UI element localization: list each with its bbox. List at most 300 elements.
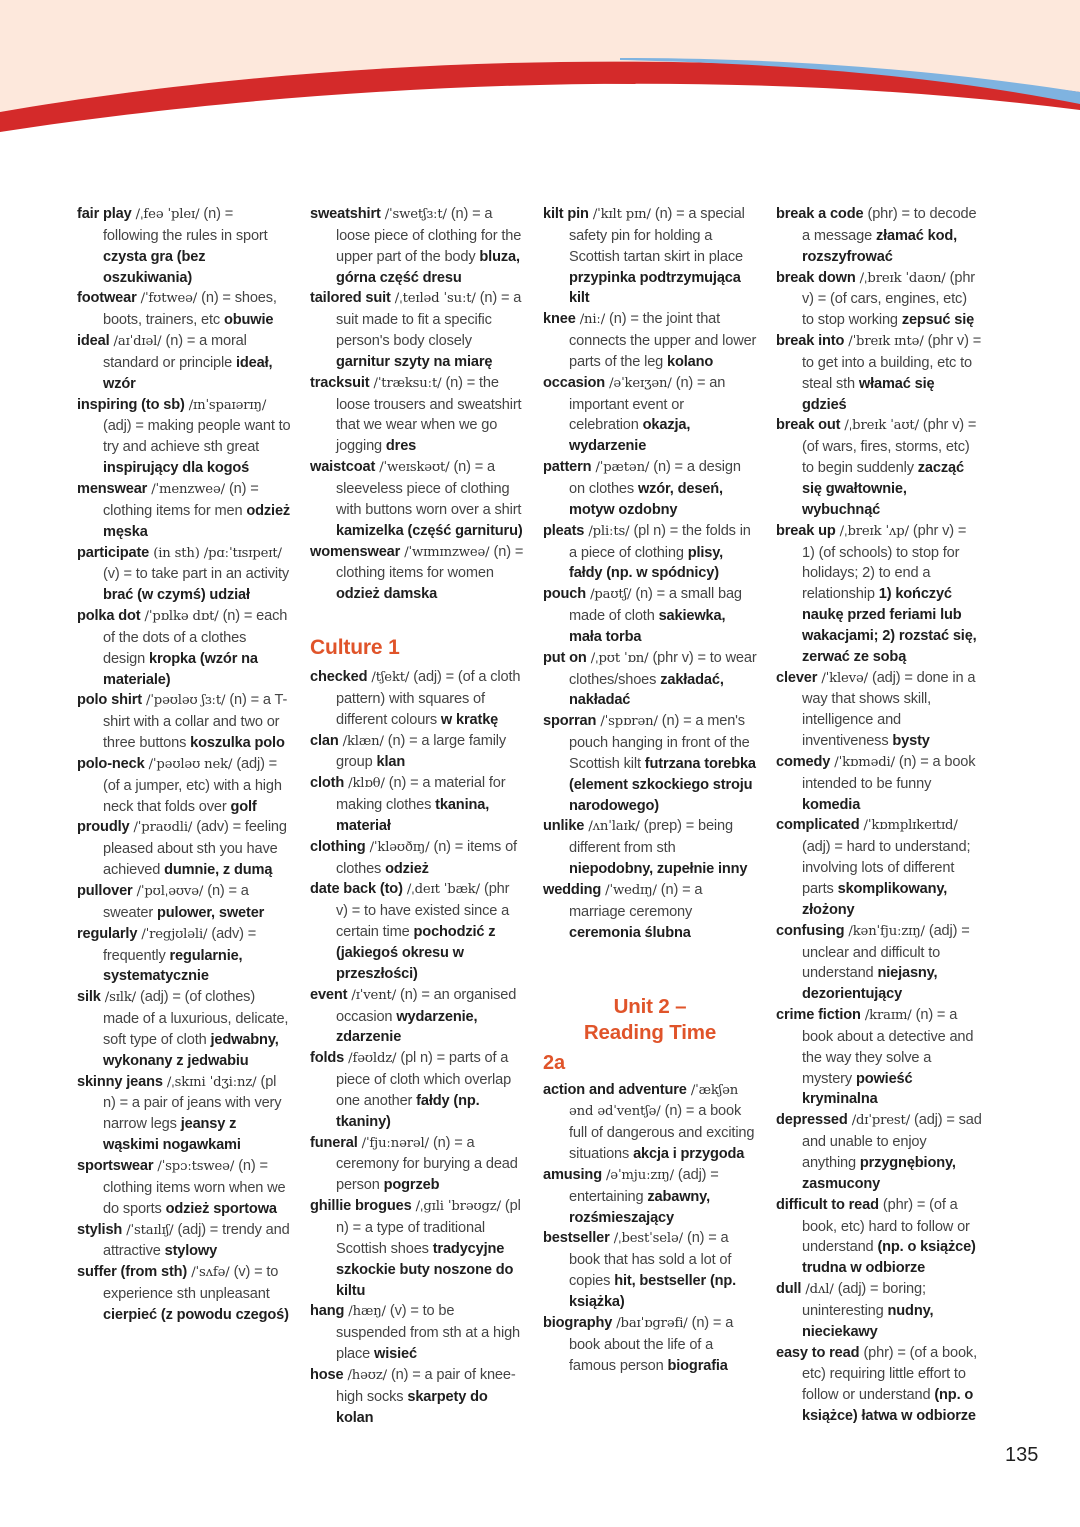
pronunciation: /baɪˈɒgrəfi/: [612, 1315, 692, 1331]
headword: footwear: [77, 290, 137, 307]
definition: (adv) = frequently: [103, 925, 257, 964]
glossary-entry: [77, 288, 291, 331]
headword: occasion: [543, 374, 606, 391]
pronunciation: /ˈweɪskəʊt/: [375, 460, 454, 476]
definition: (n) = a large family group: [336, 732, 507, 771]
pronunciation: /əˈmjuːzɪŋ/: [601, 1167, 678, 1183]
headword: tailored suit: [310, 290, 391, 307]
translation: golf: [230, 798, 257, 815]
definition: (n) = a material for making clothes: [336, 775, 506, 814]
pronunciation: /ɪˈvent/: [347, 987, 401, 1003]
glossary-entry: [776, 521, 982, 668]
headword: wedding: [543, 882, 602, 898]
translation: odzież sportowa: [165, 1200, 277, 1217]
pronunciation: /fəʊldz/: [344, 1051, 401, 1067]
headword: folds: [310, 1050, 345, 1067]
translation: brać (w czymś) udział: [103, 587, 250, 604]
glossary-entry: [77, 754, 291, 818]
headword: pattern: [543, 459, 592, 476]
pronunciation: /paʊtʃ/: [586, 587, 636, 603]
headword: pleats: [543, 522, 585, 539]
translation: klan: [376, 754, 406, 771]
pronunciation: /ˈtræksuːt/: [369, 375, 446, 391]
definition: (n) = the joint that connects the upper and lower parts of the leg: [569, 311, 757, 370]
translation: hit, bestseller (np. książka): [569, 1273, 737, 1310]
pronunciation: /ˈækʃən ənd ədˈventʃə/: [569, 1082, 739, 1120]
headword: break down: [776, 269, 856, 286]
definition: (n) = the loose trousers and sweatshirt that we wear when we go jogging: [336, 374, 522, 455]
headword: depressed: [776, 1112, 848, 1129]
pronunciation: /hæŋ/: [344, 1304, 390, 1320]
glossary-entry: [77, 331, 291, 395]
translation: zacząć się gwałtownie, wybuchnąć: [802, 460, 964, 518]
pronunciation: /dɪˈprest/: [847, 1113, 915, 1129]
glossary-entry: [776, 415, 982, 520]
headword: break up: [776, 522, 836, 539]
definition: (n) = a book about the life of a famous person: [569, 1314, 734, 1374]
glossary-entry: [776, 921, 982, 1005]
pronunciation: /ˈswetʃɜːt/: [380, 207, 451, 222]
translation: obuwie: [223, 312, 274, 329]
definition: (n) = a sleeveless piece of clothing with buttons worn over a shirt: [336, 459, 522, 518]
definition: (n) = a suit made to fit a specific person's body closely: [336, 290, 522, 350]
pronunciation: /ˈfʊtweə/: [136, 291, 202, 307]
definition: (pl n) = a type of traditional Scottish shoes: [336, 1198, 521, 1257]
translation: tradycyjne szkockie buty noszone do kiltu: [336, 1240, 514, 1299]
glossary-entry: [310, 457, 524, 541]
definition: (adj) = entertaining: [569, 1166, 719, 1205]
headword: polo-neck: [77, 755, 145, 772]
pronunciation: /ˈkɒmədi/: [830, 754, 899, 770]
translation: bluza, górna część dresu: [336, 248, 520, 286]
pronunciation: /sɪlk/: [100, 990, 141, 1006]
translation: niejasny, dezorientujący: [802, 965, 938, 1003]
headword: polka dot: [77, 608, 141, 625]
pronunciation: /klɒθ/: [344, 776, 389, 792]
headword: event: [310, 986, 348, 1003]
definition: (n) = items of clothes: [336, 838, 517, 877]
headword: biography: [543, 1314, 613, 1331]
definition: (n) = following the rules in sport: [103, 206, 268, 244]
headword: dull: [776, 1281, 802, 1298]
definition: (prep) = being different from sth: [569, 818, 733, 857]
pronunciation: /niː/: [575, 312, 610, 328]
pronunciation: /ˌgɪli ˈbrəʊgz/: [411, 1199, 505, 1215]
translation: 1) kończyć naukę przed feriami lub wakacjami; 2) rozstać się, zerwać ze sobą: [802, 586, 977, 665]
headword: cloth: [310, 775, 345, 792]
definition: (n) = clothing items worn when we do sports: [103, 1157, 286, 1217]
translation: kolano: [667, 353, 714, 370]
definition: (n) = shoes, boots, trainers, etc: [103, 290, 277, 329]
translation: regularnie, systematycznie: [103, 947, 243, 985]
definition: (v) = to be suspended from sth at a high place: [336, 1303, 521, 1363]
headword: proudly: [77, 819, 130, 836]
definition: (n) = each of the dots of a clothes design: [103, 608, 288, 667]
glossary-column-2: [310, 204, 524, 1428]
glossary-entry: [310, 373, 524, 457]
translation: komedia: [802, 796, 861, 813]
translation: tkanina, materiał: [336, 797, 490, 834]
unit-heading: [543, 994, 757, 1046]
headword: knee: [543, 311, 576, 328]
translation: wydarzenie, zdarzenie: [336, 1008, 478, 1046]
translation: koszulka polo: [190, 735, 285, 752]
pronunciation: /ˌdeɪt ˈbæk/: [402, 882, 484, 898]
translation: przypinka podtrzymująca kilt: [569, 269, 741, 307]
pronunciation: /ˈstaɪlɪʃ/: [122, 1222, 178, 1238]
definition: (n) = a design on clothes: [569, 459, 741, 497]
definition: (n) = a pair of knee-high socks: [336, 1366, 516, 1405]
pronunciation: /ˌbreɪk ˈaʊt/: [840, 418, 923, 434]
headword: easy to read: [776, 1344, 860, 1361]
translation: okazja, wydarzenie: [569, 417, 691, 455]
definition: (phr v) = 1) (of schools) to stop for holidays; 2) to end a relationship: [802, 522, 967, 603]
pronunciation: /ˈklevə/: [817, 670, 872, 686]
pronunciation: /ʌnˈlaɪk/: [584, 819, 644, 835]
pronunciation: /ˈregjʊləli/: [137, 926, 212, 942]
headword: put on: [543, 649, 587, 666]
definition: (v) = to experience sth unpleasant: [103, 1264, 279, 1303]
translation: jedwabny, wykonany z jedwabiu: [103, 1031, 279, 1069]
translation: kamizelka (część garnituru): [336, 522, 523, 539]
definition: (adj) = making people want to try and achieve sth great: [103, 418, 291, 456]
glossary-entry: [543, 373, 757, 457]
definition: (n) = a men's pouch hanging in front of the Scottish kilt: [569, 713, 750, 772]
translation: (np. o książce) trudna w odbiorze: [802, 1239, 976, 1277]
headword: bestseller: [543, 1230, 610, 1247]
pronunciation: /ˈspɒrən/: [596, 714, 662, 730]
definition: (pl n) = the folds in a piece of clothing: [569, 522, 751, 561]
glossary-entry: [543, 1228, 757, 1312]
pronunciation: /dʌl/: [801, 1282, 838, 1298]
definition: (n) = a ceremony for burying a dead person: [336, 1134, 518, 1194]
glossary-entry: [543, 584, 757, 648]
glossary-entry: [310, 667, 524, 731]
definition: (n) = a special safety pin for holding a Scottish tartan skirt in place: [569, 206, 745, 265]
headword: ideal: [77, 333, 110, 350]
glossary-entry: [77, 881, 291, 924]
glossary-entry: [77, 1220, 291, 1263]
headword: hang: [310, 1303, 345, 1320]
pronunciation: /ˌbreɪk ˈʌp/: [835, 523, 913, 539]
translation: jeansy z wąskimi nogawkami: [103, 1116, 241, 1154]
pronunciation: /aɪˈdɪəl/: [109, 334, 166, 350]
pronunciation: (in sth) /pɑːˈtɪsɪpeɪt/: [149, 545, 282, 561]
translation: włamać się gdzieś: [802, 375, 935, 413]
headword: womenswear: [310, 543, 401, 560]
glossary-entry: [543, 457, 757, 521]
glossary-entry: [776, 1195, 982, 1279]
definition: (phr) = (of a book, etc) requiring little effort to follow or understand: [802, 1344, 977, 1404]
translation: (np. o książce) łatwa w odbiorze: [802, 1387, 976, 1425]
glossary-entry: [543, 309, 757, 373]
definition: (adj) = unclear and difficult to understand: [802, 922, 970, 982]
definition: (n) = a book that has sold a lot of copies: [569, 1230, 732, 1290]
translation: zepsuć się: [901, 312, 975, 329]
pronunciation: /ˌskɪni ˈdʒiːnz/: [162, 1074, 261, 1090]
definition: (adv) = feeling pleased about sth you have achieved: [103, 819, 287, 879]
definition: (phr v) = to get into a building, etc to steal sth: [802, 333, 982, 392]
pronunciation: /əˈkeɪʒən/: [605, 375, 676, 391]
headword: clan: [310, 732, 339, 749]
translation: powieść kryminalna: [802, 1070, 913, 1108]
translation: odzież damska: [336, 586, 438, 603]
glossary-entry: [77, 987, 291, 1071]
translation: wisieć: [374, 1346, 417, 1363]
translation: zakładać, nakładać: [569, 671, 724, 709]
translation: ceremonia ślubna: [569, 924, 691, 941]
headword: kilt pin: [543, 206, 589, 222]
translation: futrzana torebka (element szkockiego stroju narodowego): [569, 755, 756, 814]
sub-heading-2a: 2a: [543, 1051, 565, 1074]
glossary-entry: [776, 815, 982, 920]
glossary-column-1: [77, 204, 291, 1326]
glossary-entry: [776, 668, 982, 752]
unit-heading-line-2: Reading Time: [583, 1020, 717, 1044]
pronunciation: /klæn/: [338, 733, 388, 749]
glossary-entry: [77, 690, 291, 754]
pronunciation: /ˌbreɪk ˈdaʊn/: [855, 270, 950, 286]
headword: break into: [776, 333, 845, 350]
pronunciation: /kraɪm/: [860, 1008, 916, 1024]
glossary-entry: [77, 817, 291, 881]
glossary-entry: [543, 1313, 757, 1377]
headword: clothing: [310, 838, 366, 855]
headword: regularly: [77, 925, 138, 942]
translation: inspirujący dla kogoś: [103, 460, 250, 477]
definition: (adj) = done in a way that shows skill, intelligence and inventiveness: [802, 669, 976, 750]
definition: (adj) = trendy and attractive: [103, 1221, 290, 1260]
translation: pogrzeb: [383, 1177, 440, 1194]
glossary-entry: [77, 204, 291, 288]
pronunciation: /ˌteɪləd ˈsuːt/: [390, 291, 480, 307]
headword: difficult to read: [776, 1196, 879, 1213]
glossary-entry: [776, 1110, 982, 1194]
glossary-entry: [310, 1133, 524, 1197]
translation: odzież męska: [103, 502, 291, 540]
definition: (adj) = (of a cloth pattern) with squares of different colours: [336, 669, 521, 728]
headword: waistcoat: [310, 459, 376, 476]
pronunciation: /ˈpəʊləʊ ʃɜːt/: [141, 693, 230, 709]
translation: niepodobny, zupełnie inny: [569, 861, 748, 878]
headword: menswear: [77, 480, 148, 497]
glossary-entry: [310, 1365, 524, 1429]
definition: (n) = a book about a detective and the way they solve a mystery: [802, 1007, 974, 1087]
glossary-entry: [776, 204, 982, 268]
definition: (n) = a moral standard or principle: [103, 333, 247, 371]
translation: czysta gra (bez oszukiwania): [103, 248, 206, 286]
headword: skinny jeans: [77, 1073, 163, 1090]
headword: suffer (from sth): [77, 1264, 188, 1281]
definition: (phr) = to decode a message: [802, 206, 977, 244]
translation: plisy, fałdy (np. w spódnicy): [569, 544, 724, 582]
headword: stylish: [77, 1221, 123, 1238]
translation: fałdy (np. tkaniny): [336, 1092, 480, 1130]
translation: akcja i przygoda: [633, 1146, 745, 1163]
glossary-entry: [77, 924, 291, 988]
pronunciation: /ˈsʌfə/: [187, 1265, 234, 1281]
pronunciation: /ˈkɒmplɪkeɪtɪd/: [859, 818, 958, 834]
headword: crime fiction: [776, 1007, 861, 1024]
headword: comedy: [776, 753, 831, 770]
translation: ideał, wzór: [103, 354, 273, 392]
glossary-entry: [776, 1343, 982, 1427]
headword: break out: [776, 417, 841, 434]
glossary-column-3: [543, 204, 757, 1376]
definition: (phr v) = (of wars, fires, storms, etc) to begin suddenly: [802, 417, 977, 477]
pronunciation: /ˈkɪlt pɪn/: [588, 207, 655, 222]
glossary-entry: [310, 1196, 524, 1301]
glossary-entry: [543, 816, 757, 880]
translation: nudny, nieciekawy: [802, 1302, 934, 1340]
headword: ghillie brogues: [310, 1198, 412, 1215]
definition: (n) = a book intended to be funny: [802, 753, 976, 792]
headword: funeral: [310, 1134, 358, 1151]
glossary-entry: [543, 1165, 757, 1229]
glossary-entry: [77, 543, 291, 607]
pronunciation: /ˈpʊlˌəʊvə/: [132, 884, 208, 899]
pronunciation: /kənˈfjuːzɪŋ/: [844, 923, 929, 939]
page-number: 135: [1005, 1444, 1039, 1466]
translation: pochodzić z (jakiegoś okresu w przeszłości): [336, 924, 496, 982]
definition: (n) = a T-shirt with a collar and two or three buttons: [103, 692, 288, 752]
headword: fair play: [77, 206, 132, 222]
definition: (pl n) = parts of a piece of cloth which overlap one another: [336, 1050, 512, 1109]
translation: biografia: [667, 1357, 728, 1374]
glossary-entry: [310, 731, 524, 774]
definition: (pl n) = a pair of jeans with very narrow legs: [103, 1073, 282, 1133]
glossary-column-4: [776, 204, 982, 1427]
translation: kropka (wzór na materiale): [103, 650, 258, 688]
pronunciation: /ˈwɪmɪnzweə/: [400, 544, 494, 560]
glossary-entry: [77, 479, 291, 543]
pronunciation: /ˌpʊt ˈɒn/: [586, 650, 653, 666]
definition: (n) = a marriage ceremony: [569, 882, 703, 920]
glossary-entry: [543, 880, 757, 944]
definition: (v) = to take part in an activity: [103, 566, 290, 583]
pronunciation: /ˈpɒlkə dɒt/: [140, 609, 223, 625]
unit-heading-line-1: Unit 2 –: [613, 994, 687, 1018]
headword: tracksuit: [310, 374, 370, 391]
definition: (adj) = hard to understand; involving lots of different parts: [802, 839, 971, 897]
glossary-entry: [310, 773, 524, 837]
translation: złamać kod, rozszyfrować: [802, 227, 958, 265]
pronunciation: /ˈkləʊðɪŋ/: [365, 839, 434, 855]
definition: (adj) = (of a jumper, etc) with a high neck that folds over: [103, 755, 282, 815]
headword: sweatshirt: [310, 206, 381, 222]
headword: pouch: [543, 586, 587, 603]
definition: (n) = a loose piece of clothing for the upper part of the body: [336, 206, 522, 265]
translation: w kratkę: [440, 711, 499, 728]
section-heading-culture: Culture 1: [310, 636, 400, 660]
definition: (adj) = (of clothes) made of a luxurious, delicate, soft type of cloth: [103, 989, 289, 1048]
translation: zabawny, rozśmieszający: [569, 1188, 710, 1226]
definition: (phr v) = to have existed since a certain time: [336, 881, 510, 941]
headword: complicated: [776, 817, 860, 834]
pronunciation: /ˌfeə ˈpleɪ/: [131, 207, 204, 222]
headword: confusing: [776, 922, 845, 939]
headword: sportswear: [77, 1157, 154, 1174]
headword: amusing: [543, 1166, 602, 1183]
glossary-entry: [310, 204, 524, 288]
glossary-entry: [310, 985, 524, 1049]
pronunciation: /tʃekt/: [367, 670, 414, 686]
definition: (n) = clothing items for women: [336, 543, 524, 582]
definition: (n) = clothing items for men: [103, 480, 259, 519]
headword: action and adventure: [543, 1081, 687, 1098]
headword: checked: [310, 669, 368, 686]
headword: sporran: [543, 713, 597, 730]
pronunciation: /ˈspɔːtsweə/: [153, 1158, 239, 1174]
header-banner: [0, 0, 1080, 160]
translation: cierpieć (z powodu czegoś): [103, 1306, 289, 1323]
glossary-entry: [543, 711, 757, 816]
definition: (n) = an important event or celebration: [569, 374, 726, 434]
headword: date back (to): [310, 881, 403, 898]
glossary-entry: [310, 837, 524, 880]
definition: (n) = a book full of dangerous and exciting situations: [569, 1103, 755, 1163]
glossary-entry: [543, 204, 757, 309]
glossary-entry: [310, 879, 524, 984]
glossary-entry: [543, 521, 757, 585]
glossary-entry: [543, 648, 757, 712]
pronunciation: /ˈpraʊdli/: [129, 820, 197, 836]
headword: pullover: [77, 883, 133, 899]
pronunciation: /ˈpəʊləʊ nek/: [144, 756, 237, 772]
glossary-entry: [77, 1262, 291, 1326]
translation: odzież: [385, 860, 429, 877]
glossary-entry: [310, 288, 524, 372]
headword: clever: [776, 669, 818, 686]
translation: dumnie, z dumą: [164, 862, 273, 879]
definition: (phr v) = to wear clothes/shoes: [569, 649, 757, 688]
glossary-entry: [776, 1005, 982, 1110]
translation: sakiewka, mała torba: [569, 608, 726, 645]
pronunciation: /ˌbestˈselə/: [609, 1231, 687, 1247]
glossary-entry: [776, 752, 982, 816]
translation: skomplikowany, złożony: [802, 881, 948, 918]
pronunciation: /ˈpætən/: [591, 460, 654, 476]
definition: (n) = an organised occasion: [336, 986, 517, 1025]
translation: pulower, sweter: [156, 904, 265, 921]
definition: (adj) = boring; uninteresting: [802, 1281, 926, 1319]
glossary-entry: [776, 1279, 982, 1343]
glossary-entry: [310, 1301, 524, 1365]
translation: przygnębiony, zasmucony: [802, 1154, 956, 1192]
pronunciation: /ˈbreɪk ɪntə/: [844, 334, 928, 350]
glossary-entry: [776, 268, 982, 332]
pronunciation: /həʊz/: [343, 1367, 391, 1383]
headword: hose: [310, 1366, 344, 1383]
pronunciation: /ˈwedɪŋ/: [601, 883, 661, 898]
headword: participate: [77, 544, 150, 561]
glossary-entry: [776, 331, 982, 415]
definition: (n) = a sweater: [103, 883, 249, 921]
pronunciation: /ˈfjuːnərəl/: [357, 1135, 433, 1151]
glossary-entry: [77, 1072, 291, 1156]
definition: (n) = a small bag made of cloth: [569, 586, 742, 625]
definition: (phr v) = (of cars, engines, etc) to stop working: [802, 269, 975, 329]
headword: unlike: [543, 818, 585, 835]
definition: (adj) = sad and unable to enjoy anything: [802, 1112, 982, 1171]
pronunciation: /ɪnˈspaɪərɪŋ/: [184, 397, 267, 413]
translation: stylowy: [164, 1243, 218, 1260]
pronunciation: /pliːts/: [584, 523, 634, 539]
glossary-entry: [77, 606, 291, 690]
glossary-entry: [77, 395, 291, 479]
translation: skarpety do kolan: [336, 1388, 488, 1426]
headword: silk: [77, 989, 101, 1006]
